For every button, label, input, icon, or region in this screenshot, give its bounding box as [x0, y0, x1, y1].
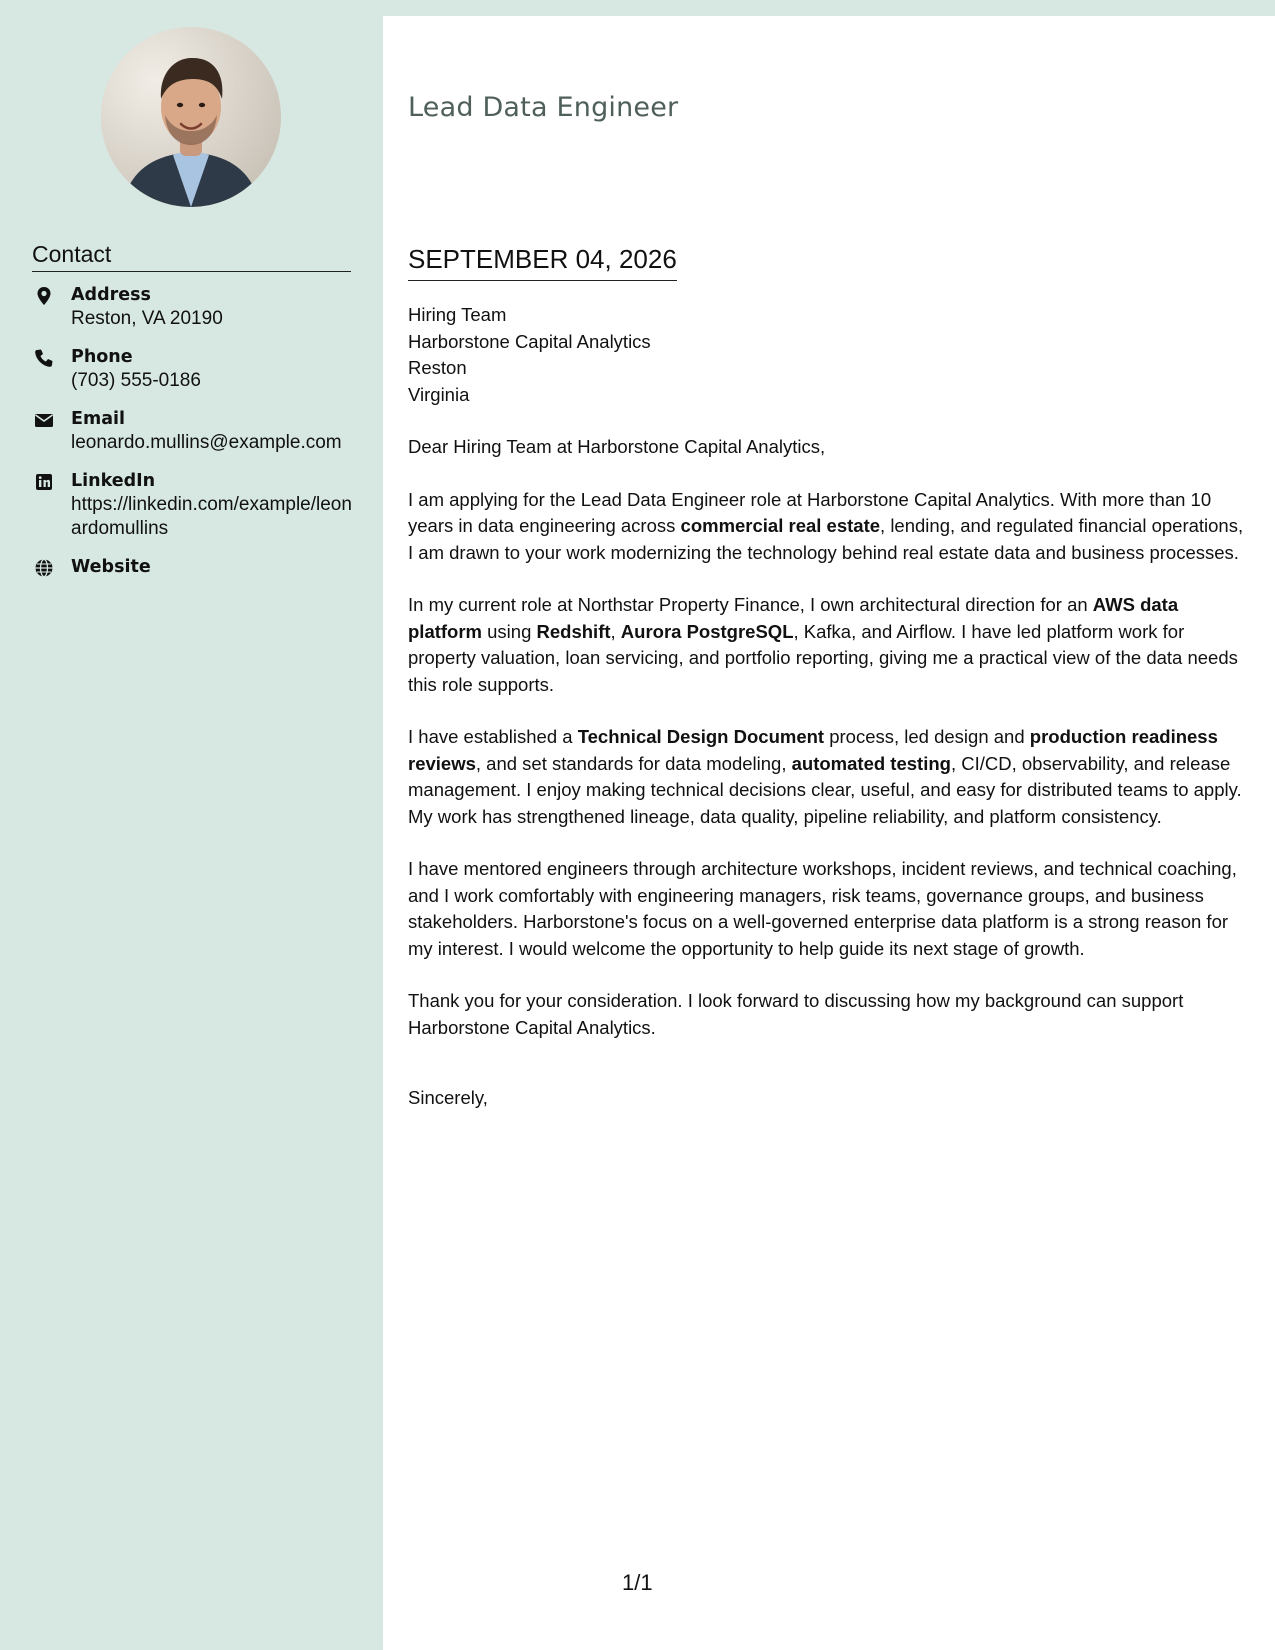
globe-icon: [34, 558, 54, 578]
contact-item-linkedin: [32, 469, 362, 541]
letter-body: [408, 302, 1253, 1138]
contact-value[interactable]: leonardo.mullins@example.com: [71, 432, 342, 453]
contact-label: Email: [71, 409, 125, 429]
linkedin-icon: [34, 472, 54, 492]
paragraph-2: In my current role at Northstar Property Finance, I own architectural direction for an AWS data platform using Redshift, Aurora PostgreSQL, Kafka, and Airflow. I have led platform work for property valuation, loan servicing, and portfolio reporting, giving me a practical view of the data needs this role supports.: [408, 594, 1238, 695]
paragraph-1: I am applying for the Lead Data Engineer role at Harborstone Capital Analytics. With more than 10 years in data engineering across commercial real estate, lending, and regulated financial operations, I am drawn to your work modernizing the technology behind real estate data and business processes.: [408, 488, 1244, 563]
letter-date: SEPTEMBER 04, 2026: [408, 243, 677, 281]
recipient-line: Harborstone Capital Analytics: [408, 330, 651, 352]
location-pin-icon: [34, 286, 54, 306]
contact-label: Address: [71, 285, 151, 305]
envelope-icon: [34, 410, 54, 430]
closing: Sincerely,: [408, 1087, 488, 1108]
contact-heading: Contact: [32, 240, 351, 272]
contact-list: [32, 283, 362, 593]
recipient-line: Virginia: [408, 383, 470, 405]
contact-item-phone: [32, 345, 362, 393]
recipient-address: [408, 302, 1253, 408]
paragraph-3: I have established a Technical Design Document process, led design and production readiness reviews, and set standards for data modeling, automated testing, CI/CD, observability, and release management. I enjoy making technical decisions clear, useful, and easy for distributed teams to apply. My work has strengthened lineage, data quality, pipeline reliability, and platform consistency.: [408, 726, 1242, 827]
page-number: 1/1: [622, 1570, 653, 1595]
salutation: Dear Hiring Team at Harborstone Capital Analytics,: [408, 436, 826, 457]
contact-value: (703) 555-0186: [71, 370, 201, 391]
contact-item-address: [32, 283, 362, 331]
recipient-line: Reston: [408, 357, 467, 378]
contact-label: Website: [71, 557, 151, 577]
page-title: Lead Data Engineer: [408, 92, 679, 123]
contact-item-website: [32, 555, 362, 579]
recipient-line: Hiring Team: [408, 304, 507, 325]
paragraph-5: Thank you for your consideration. I look forward to discussing how my background can support Harborstone Capital Analytics.: [408, 990, 1184, 1038]
avatar: [101, 27, 281, 207]
paragraph-4: I have mentored engineers through architecture workshops, incident reviews, and technical coaching, and I work comfortably with engineering managers, risk teams, governance groups, and business stakeholders. Harborstone's focus on a well-governed enterprise data platform is a strong reason for my interest. I would welcome the opportunity to help guide its next stage of growth.: [408, 858, 1237, 959]
contact-value[interactable]: https://linkedin.com/example/leonardomullins: [71, 494, 352, 539]
sidebar: [0, 0, 383, 1650]
contact-item-email: [32, 407, 362, 455]
phone-icon: [34, 348, 54, 368]
contact-label: Phone: [71, 347, 133, 367]
contact-value: Reston, VA 20190: [71, 308, 223, 329]
contact-label: LinkedIn: [71, 471, 156, 491]
